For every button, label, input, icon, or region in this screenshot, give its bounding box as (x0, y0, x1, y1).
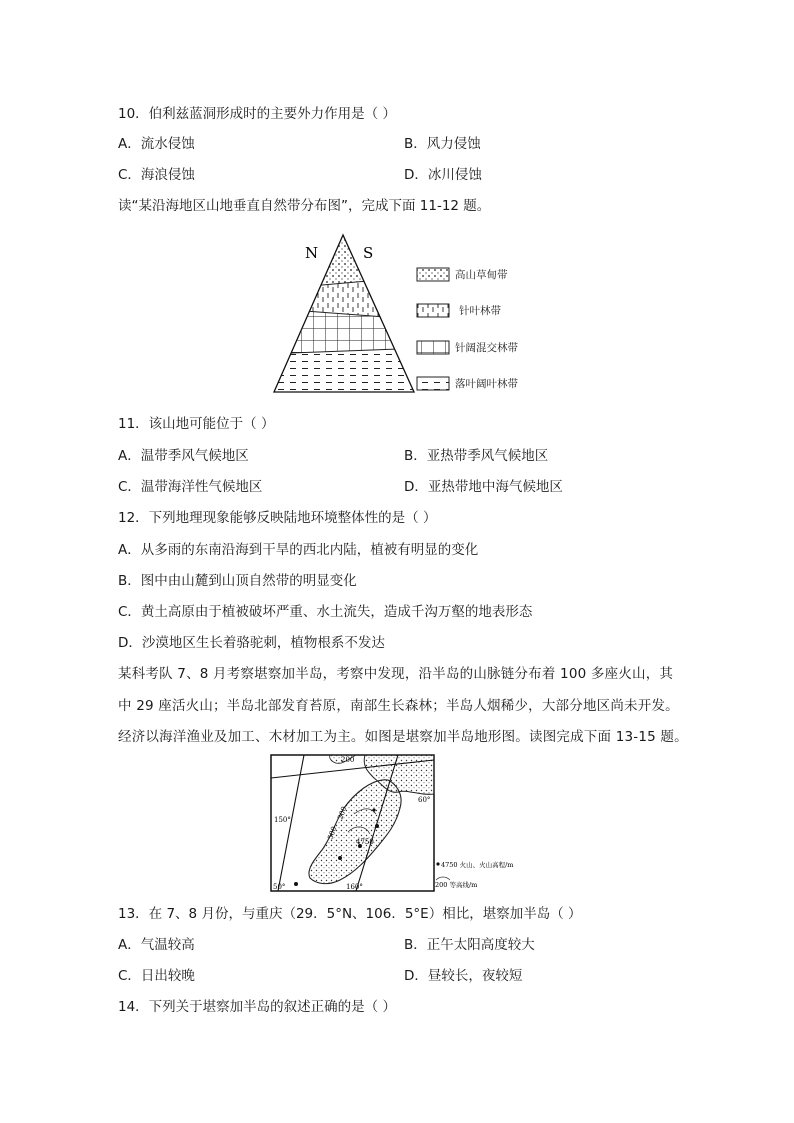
legend-alpine-meadow: 高山草甸带 (455, 269, 508, 281)
q13-option-a: A．气温较高 (118, 937, 195, 953)
q12-stem: 12．下列地理现象能够反映陆地环境整体性的是（ ） (118, 510, 437, 526)
q11-option-b: B．亚热带季风气候地区 (404, 448, 549, 464)
legend-volcano: 4750 火山、火山高程/m (441, 861, 514, 869)
intro-13-15-line1: 某科考队 7、8 月考察堪察加半岛，考察中发现，沿半岛的山脉链分布着 100 多座火山，其 (118, 666, 674, 682)
lon-150-label: 150° (274, 816, 291, 824)
q10-option-c: C．海浪侵蚀 (118, 167, 195, 183)
q10-option-b: B．风力侵蚀 (404, 136, 481, 152)
q11-stem: 11．该山地可能位于（ ） (118, 416, 275, 432)
q13-option-d: D．昼较长，夜较短 (404, 968, 523, 984)
q11-option-a: A．温带季风气候地区 (118, 448, 249, 464)
contour-200-mid-label: 200 (336, 805, 349, 821)
volcano-icon (372, 808, 375, 811)
legend-coniferous: 针叶林带 (459, 305, 501, 317)
q12-option-b: B．图中由山麓到山顶自然带的明显变化 (118, 573, 357, 589)
volcano-icon (375, 824, 379, 828)
q14-stem: 14．下列关于堪察加半岛的叙述正确的是（ ） (118, 999, 396, 1015)
intro-11-12: 读“某沿海地区山地垂直自然带分布图”，完成下面 11-12 题。 (118, 198, 491, 214)
kamchatka-map-figure (270, 754, 535, 896)
zone-mixed-forest (265, 308, 425, 354)
north-label: N (305, 244, 319, 262)
zone-deciduous (265, 348, 425, 397)
q10-option-d: D．冰川侵蚀 (404, 167, 482, 183)
q13-option-c: C．日出较晚 (118, 968, 195, 984)
q11-option-d: D．亚热带地中海气候地区 (404, 479, 563, 495)
kamchatka-map (270, 754, 535, 896)
q12-option-d: D．沙漠地区生长着骆驼刺，植物根系不发达 (118, 635, 385, 651)
q12-option-c: C．黄土高原由于植被破坏严重、水土流失，造成千沟万壑的地表形态 (118, 604, 533, 620)
legend-contour: 200 等高线/m (435, 881, 478, 889)
q13-option-b: B．正午太阳高度较大 (404, 937, 535, 953)
south-label: S (363, 244, 374, 262)
q10-stem: 10．伯利兹蓝洞形成时的主要外力作用是（ ） (118, 106, 396, 122)
intro-13-15-line3: 经济以海洋渔业及加工、木材加工为主。如图是堪察加半岛地形图。读图完成下面 13-15 题。 (118, 729, 688, 745)
lat-60-label: 60° (418, 796, 431, 804)
q12-option-a: A．从多雨的东南沿海到干旱的西北内陆，植被有明显的变化 (118, 542, 479, 558)
volcano-icon (294, 882, 298, 886)
vertical-zone-figure (265, 232, 545, 397)
legend-deciduous: 落叶阔叶林带 (455, 378, 518, 390)
volcano-icon (338, 856, 342, 860)
lat-50-label: 50° (273, 883, 286, 891)
mountain-triangle-diagram (265, 232, 545, 397)
lon-160-label: 160° (346, 883, 363, 891)
q13-stem: 13．在 7、8 月份，与重庆（29．5°N、106．5°E）相比，堪察加半岛（ ） (118, 906, 582, 922)
contour-500-label: 500 (326, 825, 339, 841)
q10-option-a: A．流水侵蚀 (118, 136, 195, 152)
legend-volcano-icon (436, 862, 439, 865)
intro-13-15-line2: 中 29 座活火山；半岛北部发育苔原，南部生长森林；半岛人烟稀少，大部分地区尚未开发。 (118, 698, 679, 714)
legend-mixed-forest: 针阔混交林带 (455, 342, 518, 354)
volcano-elevation-label: 4750 (356, 838, 374, 846)
legend-contour-icon (436, 877, 450, 880)
contour-200-top-label: 200 (341, 756, 355, 764)
q11-option-c: C．温带海洋性气候地区 (118, 479, 263, 495)
